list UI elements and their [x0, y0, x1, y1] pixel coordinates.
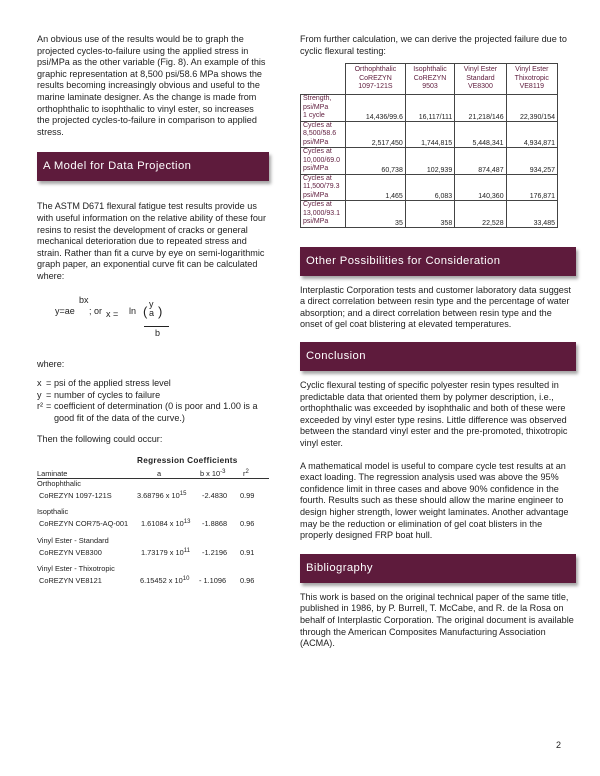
formula-exponent: bx [79, 294, 89, 305]
coef-a: 1.61084 x $10^{13}$ [141, 519, 191, 529]
section-heading-conclusion: Conclusion [300, 342, 576, 371]
col-header: Isophthalic CoREZYN 9503 [405, 64, 454, 95]
table-cell: 14,436/99.6 [346, 95, 406, 122]
model-paragraph: The ASTM D671 flexural fatigue test results provide us with useful information on the relative ability of these four resins to resist the development of cracks or general mechanical deterioration due to repeated stress and strain. Rather than fit a curve by eye on semi-logarithmic graph paper, an exponential curve fit can be calculated where: [37, 201, 266, 281]
coef-b: -1.8868 [202, 519, 228, 529]
group-label: Vinyl Ester - Thixotropic [37, 564, 115, 574]
table-cell: 874,487 [455, 148, 506, 175]
row-label: Cycles at 11,500/79.3 psi/MPa [301, 174, 346, 201]
formula-a: a [149, 307, 155, 318]
table-cell: 5,448,341 [455, 121, 506, 148]
section-heading-other: Other Possibilities for Consideration [300, 247, 576, 276]
col-header-r2: $r^2$ [243, 469, 249, 479]
row-label: Cycles at 8,500/58.6 psi/MPa [301, 121, 346, 148]
coef-b: - 1.1096 [199, 576, 227, 586]
group-label: Isopthalic [37, 507, 69, 517]
coef-a: 3.68796 x $10^{15}$ [137, 491, 187, 501]
coef-r2: 0.96 [240, 519, 255, 529]
coef-r2: 0.99 [240, 491, 255, 501]
page-number: 2 [556, 740, 562, 750]
right-column [300, 34, 576, 650]
then-paragraph: Then the following could occur: [37, 434, 163, 445]
table-row [301, 201, 558, 228]
formula-b: b [155, 327, 161, 338]
regression-title: Regression Coefficients [137, 456, 238, 466]
table-cell: 35 [346, 201, 406, 228]
row-label: Cycles at 10,000/69.0 psi/MPa [301, 148, 346, 175]
conclusion-paragraph-1: Cyclic flexural testing of specific polyester resin types resulted in predictable data that oriented them by polymer description, i.e., orthophthalic was exceeded by isophthalic and both of these were exceeded by vinyl ester type resins. Little difference was observed between the standard vinyl ester and the pre-promoted, thixotropic vinyl ester. [300, 380, 568, 449]
laminate-name: CoREZYN VE8300 [39, 548, 102, 558]
col-header-laminate: Laminate [37, 469, 68, 479]
table-cell: 33,485 [506, 201, 557, 228]
intro-paragraph: An obvious use of the results would be to graph the projected cycles-to-failure using the applied stress in psi/MPa as the other variable (Fig. 8). An example of this graphic representation at 8,500 psi/58.6 MPa shows the results becoming increasingly obvious and useful to the marine laminate designer. As the change is made from orthophthalic to isophthalic to vinyl ester, so increases the projected cycles-to-failure in comparison to applied stress. [37, 34, 266, 137]
formula-ln: ln [129, 305, 137, 316]
formula-fraction-line [144, 326, 169, 327]
section-heading-bibliography: Bibliography [300, 554, 576, 583]
table-row [301, 95, 558, 122]
formula-paren-open: ( [143, 303, 148, 319]
coef-b: -1.2196 [202, 548, 228, 558]
formula-y: y [149, 298, 154, 309]
table-cell: 16,117/111 [405, 95, 454, 122]
bibliography-paragraph: This work is based on the original technical paper of the same title, published in 1986, by P. Burrell, T. McCabe, and R. de la Rosa on behalf of Interplastic Corporation. The original document is available through the American Composites Manufacturing Association (ACMA). [300, 591, 574, 649]
definition-r2: r² = coefficient of determination (0 is poor and 1.00 is a good fit of the data of the curve.) [37, 401, 258, 423]
regression-table [37, 456, 269, 596]
table-cell: 60,738 [346, 148, 406, 175]
conclusion-paragraph-2: A mathematical model is useful to compare cycle test results at an exact loading. The regression analysis used was above the 95% confidence limit in three cases and above 90% confidence in the fourth. Results such as these should allow the marine engineer to design higher strength, lower weight laminates. Another advantage may be the reduction or elimination of gel coat blisters in the properly designed FRP boat hull. [300, 460, 569, 541]
group-label: Orthophthalic [37, 479, 81, 489]
table-cell: 2,517,450 [346, 121, 406, 148]
laminate-name: CoREZYN 1097-121S [39, 491, 112, 501]
formula-x-eq: x = [106, 308, 119, 319]
table-row [301, 121, 558, 148]
table-row [301, 174, 558, 201]
col-header: Vinyl Ester Standard VE8300 [455, 64, 506, 95]
table-cell: 358 [405, 201, 454, 228]
section-heading-model: A Model for Data Projection [37, 152, 269, 181]
table-row [301, 148, 558, 175]
formula-lhs: y=ae [55, 305, 75, 316]
table-cell: 1,744,815 [405, 121, 454, 148]
where-label: where: [37, 358, 65, 369]
col-header: Vinyl Ester Thixotropic VE8119 [506, 64, 557, 95]
row-label: Strength, psi/MPa 1 cycle [301, 95, 346, 122]
table-cell: 102,939 [405, 148, 454, 175]
table-cell: 1,465 [346, 174, 406, 201]
definition-x: x = psi of the applied stress level [37, 378, 171, 389]
coef-r2: 0.91 [240, 548, 255, 558]
table-cell: 21,218/146 [455, 95, 506, 122]
row-label: Cycles at 13,000/93.1 psi/MPa [301, 201, 346, 228]
table-header-row [301, 64, 558, 95]
col-header: Orthophthalic CoREZYN 1097-121S [346, 64, 406, 95]
laminate-name: CoREZYN VE8121 [39, 576, 102, 586]
coef-b: -2.4830 [202, 491, 228, 501]
laminate-name: CoREZYN COR75-AQ-001 [39, 519, 129, 529]
table-cell: 6,083 [405, 174, 454, 201]
definition-list [37, 378, 269, 424]
projection-table [300, 63, 558, 228]
table-cell: 22,390/154 [506, 95, 557, 122]
exponential-formula [37, 291, 269, 351]
group-label: Vinyl Ester - Standard [37, 536, 109, 546]
table-cell: 934,257 [506, 148, 557, 175]
formula-paren-close: ) [158, 303, 163, 319]
other-paragraph: Interplastic Corporation tests and customer laboratory data suggest a direct correlation between resin type and the percentage of water absorption; and a direct correlation between resin type and the onset of gel coat blistering at elevated temperatures. [300, 284, 571, 330]
coef-a: 6.15452 x $10^{10}$ [140, 576, 190, 586]
calc-intro-paragraph: From further calculation, we can derive the projected failure due to cyclic flexural testing: [300, 34, 567, 56]
definition-y: y = number of cycles to failure [37, 389, 161, 400]
formula-or: ; or [89, 305, 103, 316]
table-cell: 176,871 [506, 174, 557, 201]
coef-r2: 0.96 [240, 576, 255, 586]
col-header-b: b x $10^{-3}$ [200, 469, 226, 479]
table-cell: 4,934,871 [506, 121, 557, 148]
table-corner-cell [301, 64, 346, 95]
left-column [37, 34, 269, 596]
table-cell: 22,528 [455, 201, 506, 228]
col-header-a: a [157, 469, 162, 479]
table-cell: 140,360 [455, 174, 506, 201]
coef-a: 1.73179 x $10^{11}$ [141, 548, 190, 558]
